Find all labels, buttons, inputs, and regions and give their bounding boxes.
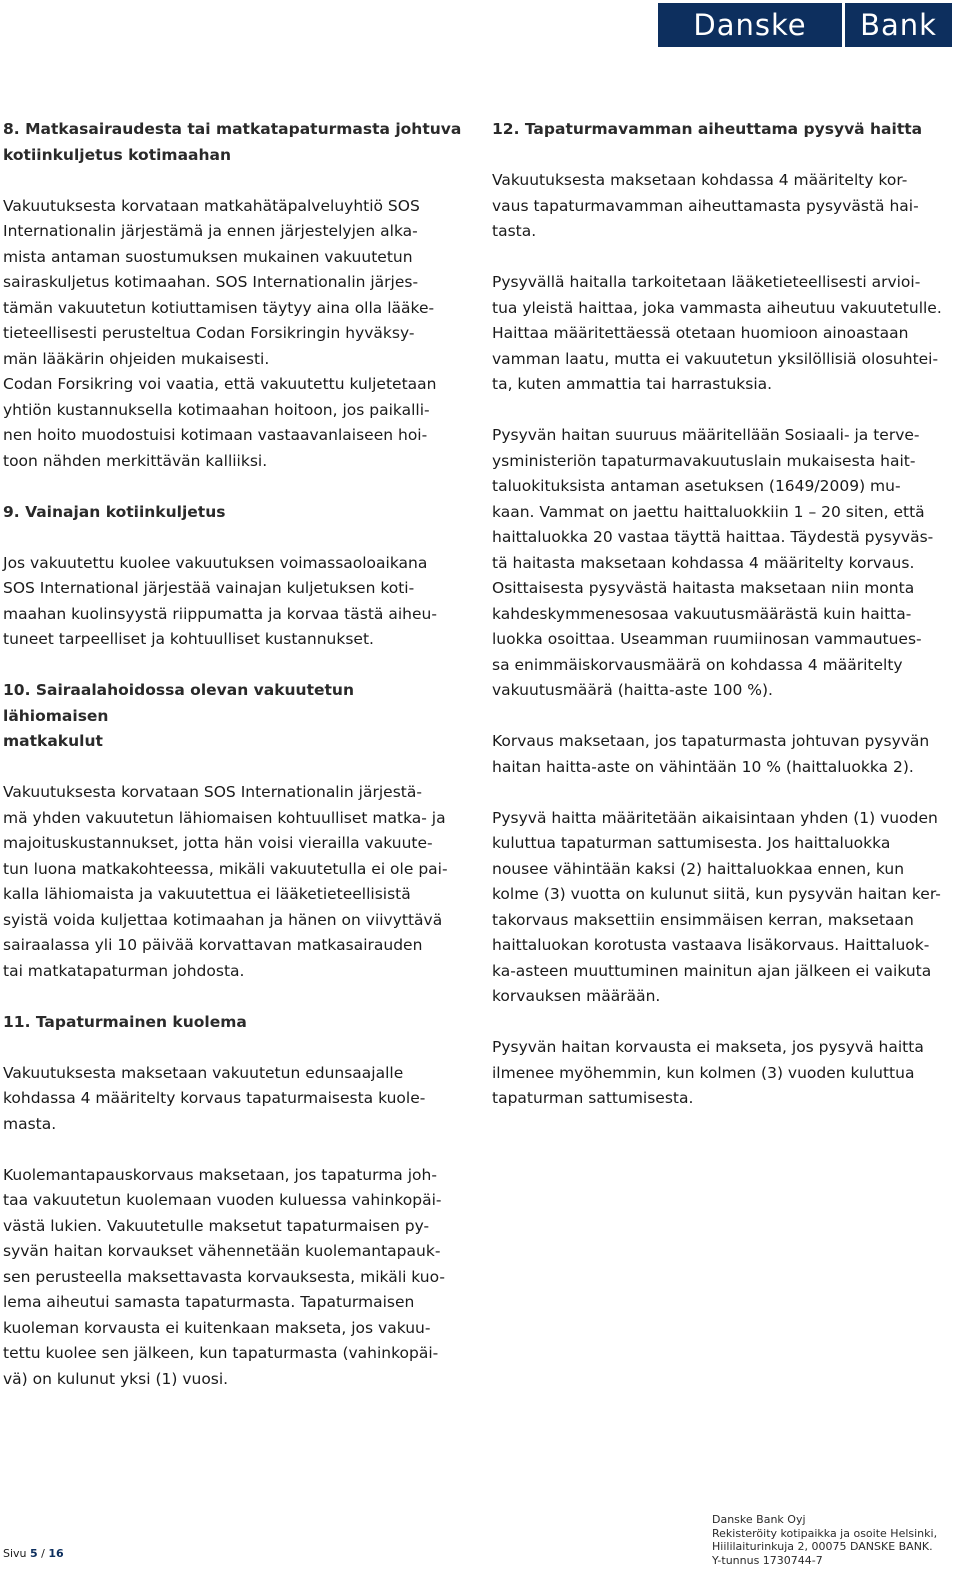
page-number — [3, 1547, 64, 1560]
right-column — [492, 117, 955, 1112]
section-12-paragraph-4: Korvaus maksetaan, jos tapaturmasta johtuvan pysyvän haitan haitta-aste on vähintään 10 % (haittaluokka 2). — [492, 732, 930, 776]
page-prefix: Sivu — [3, 1547, 31, 1560]
section-11-heading: 11. Tapaturmainen kuolema — [3, 1012, 247, 1031]
danske-bank-logo — [658, 3, 954, 47]
section-9-paragraph: Jos vakuutettu kuolee vakuutuksen voimassaoloaikana SOS International järjestää vainajan kuljetuksen koti- maahan kuolinsyystä riippumatta ja korvaa tästä aiheu- tuneet tarpeelliset ja kohtuulliset kustannukset. — [3, 553, 437, 648]
page-total: 16 — [48, 1547, 64, 1560]
section-12-heading: 12. Tapaturmavamman aiheuttama pysyvä haitta — [492, 120, 923, 138]
section-12-paragraph-2: Pysyvällä haitalla tarkoitetaan lääketieteellisesti arvioi- tua yleistä haittaa, joka vammasta aiheutuu vakuutetulle. Haittaa määritettäessä otetaan huomioon ainoastaan vamman laatu, mutta ei vakuutetun yksilöllisiä olosuhtei- ta, kuten ammattia tai harrastuksia. — [492, 273, 942, 393]
section-12-paragraph-1: Vakuutuksesta maksetaan kohdassa 4 määritelty kor- vaus tapaturmavamman aiheuttamasta pysyvästä hai- tasta. — [492, 171, 919, 240]
page-current: 5 — [30, 1547, 38, 1560]
left-column — [3, 117, 463, 1392]
section-12-paragraph-3: Pysyvän haitan suuruus määritellään Sosiaali- ja terve- ysministeriön tapaturmavakuutuslain mukaisesta hait- taluokituksista antaman asetuksen (1649/2009) mu- kaan. Vammat on jaettu haittaluokkiin 1 – 20 siten, että haittaluokka 20 vastaa täyttä haittaa. Täydestä pysyväs- tä haitasta maksetaan kohdassa 4 määritelty korvaus. Osittaisesta pysyvästä haitasta maksetaan niin monta kahdeskymmenesosaa vakuutusmäärästä kuin haitta- luokka osoittaa. Useamman ruumiinosan vammautues- sa enimmäiskorvausmäärä on kohdassa 4 määritelty vakuutusmäärä (haitta-aste 100 %). — [492, 426, 934, 699]
section-10-heading: 10. Sairaalahoidossa olevan vakuutetun lähiomaisen matkakulut — [3, 681, 354, 750]
page-separator: / — [37, 1547, 49, 1560]
logo-text-danske: Danske — [658, 3, 842, 47]
section-8-paragraph: Vakuutuksesta korvataan matkahätäpalveluyhtiö SOS Internationalin järjestämä ja ennen järjestelyjen alka- mista antaman suostumuksen mukainen vakuutetun sairaskuljetus kotimaahan. SOS Internationalin järjes- tämän vakuutetun kotiuttamisen täytyy aina olla lääke- tieteellisesti perusteltua Codan Forsikringin hyväksy- män lääkärin ohjeiden mukaisesti. Codan Forsikring voi vaatia, että vakuutettu kuljetetaan yhtiön kustannuksella kotimaahan hoitoon, jos paikalli- nen hoito muodostuisi kotimaan vastaavanlaiseen hoi- toon nähden merkittävän kalliiksi. — [3, 196, 437, 470]
company-info: Danske Bank Oyj Rekisteröity kotipaikka ja osoite Helsinki, Hiililaiturinkuja 2, 00075 DANSKE BANK. Y-tunnus 1730744-7 — [712, 1513, 938, 1567]
section-12-paragraph-6: Pysyvän haitan korvausta ei makseta, jos pysyvä haitta ilmenee myöhemmin, kun kolmen (3) vuoden kuluttua tapaturman sattumisesta. — [492, 1038, 924, 1107]
section-11-paragraph-2: Kuolemantapauskorvaus maksetaan, jos tapaturma joh- taa vakuutetun kuolemaan vuoden kuluessa vahinkopäi- västä lukien. Vakuutetulle maksetut tapaturmaisen py- syvän haitan korvaukset vähennetään kuolemantapauk- sen perusteella maksettavasta korvauksesta, mikäli kuo- lema aiheutui samasta tapaturmasta. Tapaturmaisen kuoleman korvausta ei kuitenkaan makseta, jos vakuu- tettu kuolee sen jälkeen, kun tapaturmasta (vahinkopäi- vä) on kulunut yksi (1) vuosi. — [3, 1165, 445, 1388]
logo-text-bank: Bank — [845, 3, 952, 47]
section-12-paragraph-5: Pysyvä haitta määritetään aikaisintaan yhden (1) vuoden kuluttua tapaturman sattumisesta. Jos haittaluokka nousee vähintään kaksi (2) haittaluokkaa ennen, kun kolme (3) vuotta on kulunut siitä, kun pysyvän haitan ker- takorvaus maksettiin ensimmäisen kerran, maksetaan haittaluokan korotusta vastaava lisäkorvaus. Haittaluok- ka-asteen muuttuminen mainitun ajan jälkeen ei vaikuta korvauksen määrään. — [492, 808, 941, 1005]
section-9-heading: 9. Vainajan kotiinkuljetus — [3, 502, 226, 521]
section-8-heading: 8. Matkasairaudesta tai matkatapaturmasta johtuva kotiinkuljetus kotimaahan — [3, 120, 462, 164]
section-11-paragraph-1: Vakuutuksesta maksetaan vakuutetun edunsaajalle kohdassa 4 määritelty korvaus tapaturmaisesta kuole- masta. — [3, 1063, 426, 1133]
section-10-paragraph: Vakuutuksesta korvataan SOS Internationalin järjestä- mä yhden vakuutetun lähiomaisen kohtuulliset matka- ja majoituskustannukset, jotta hän voisi vierailla vakuute- tun luona matkakohteessa, mikäli vakuutetulla ei ole pai- kalla lähiomaista ja vakuutettua ei lääketieteellisistä syistä voida kuljettaa kotimaahan ja hänen on viivyttävä sairaalassa yli 10 päivää korvattavan matkasairauden tai matkatapaturman johdosta. — [3, 783, 448, 980]
